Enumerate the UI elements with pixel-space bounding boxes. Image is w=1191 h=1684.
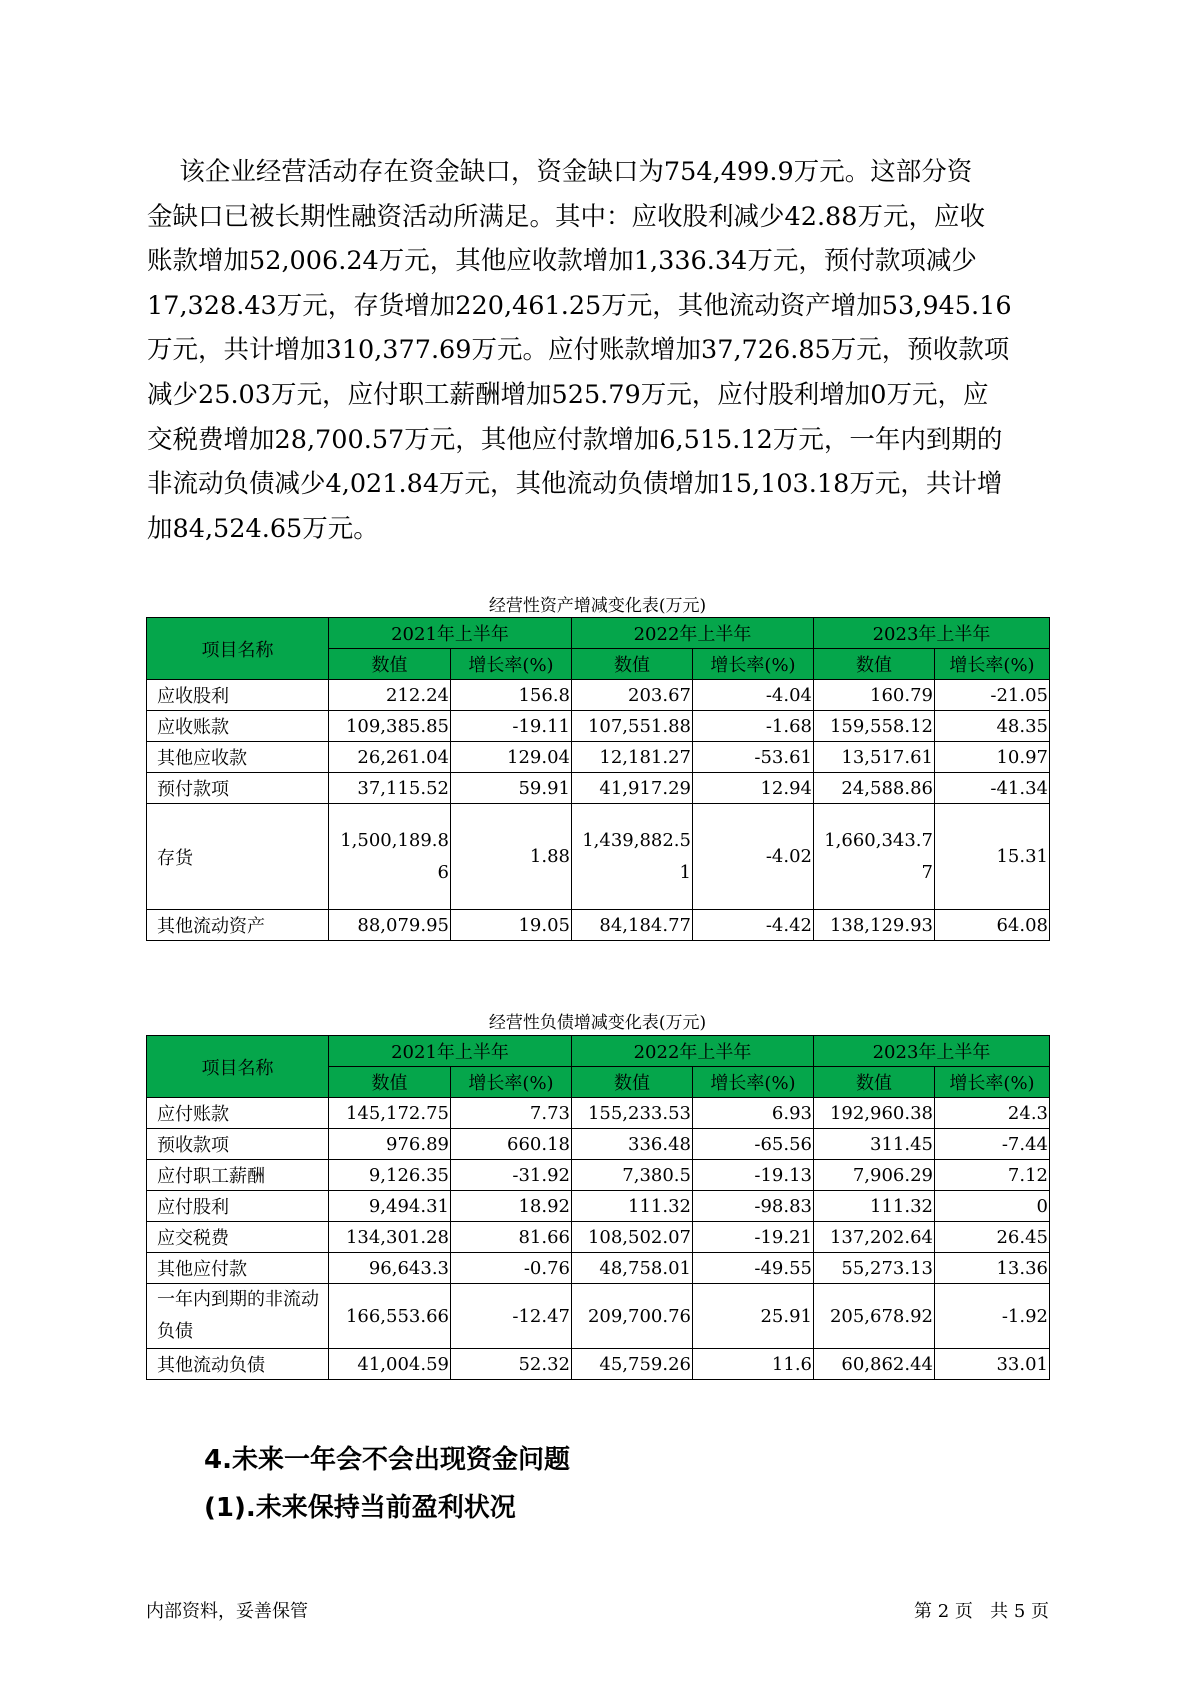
row-label: 其他流动资产: [147, 910, 329, 941]
paragraph-line: 减少25.03万元，应付职工薪酬增加525.79万元，应付股利增加0万元，应: [147, 379, 989, 410]
cell-value: 1,439,882.51: [572, 804, 693, 910]
page-number: 第 2 页 共 5 页: [914, 1601, 1049, 1622]
header-value: 数值: [572, 649, 693, 680]
cell-value: 311.45: [814, 1129, 935, 1160]
cell-value: 60,862.44: [814, 1349, 935, 1380]
cell-rate: 15.31: [935, 804, 1050, 910]
cell-rate: 11.6: [693, 1349, 814, 1380]
table-row: [147, 1349, 1050, 1380]
header-period: 2022年上半年: [572, 618, 814, 649]
cell-rate: 12.94: [693, 773, 814, 804]
header-rate: 增长率(%): [693, 649, 814, 680]
row-label: 应交税费: [147, 1222, 329, 1253]
cell-rate: 0: [935, 1191, 1050, 1222]
paragraph-line: 金缺口已被长期性融资活动所满足。其中：应收股利减少42.88万元，应收: [147, 201, 986, 232]
cell-rate: 26.45: [935, 1222, 1050, 1253]
cell-rate: -12.47: [451, 1284, 572, 1349]
cell-value: 138,129.93: [814, 910, 935, 941]
cell-rate: -53.61: [693, 742, 814, 773]
cell-rate: -21.05: [935, 680, 1050, 711]
row-label: 预收款项: [147, 1129, 329, 1160]
cell-rate: 18.92: [451, 1191, 572, 1222]
liabilities-table: [146, 1035, 1050, 1380]
table-row: [147, 1160, 1050, 1191]
cell-rate: -41.34: [935, 773, 1050, 804]
cell-value: 88,079.95: [329, 910, 451, 941]
cell-value: 205,678.92: [814, 1284, 935, 1349]
header-rate: 增长率(%): [693, 1067, 814, 1098]
cell-rate: 19.05: [451, 910, 572, 941]
cell-value: 134,301.28: [329, 1222, 451, 1253]
cell-value: 1,660,343.77: [814, 804, 935, 910]
cell-value: 976.89: [329, 1129, 451, 1160]
cell-rate: 660.18: [451, 1129, 572, 1160]
cell-value: 7,906.29: [814, 1160, 935, 1191]
row-label: 应收账款: [147, 711, 329, 742]
cell-value: 7,380.5: [572, 1160, 693, 1191]
row-label: 应付职工薪酬: [147, 1160, 329, 1191]
table-row: [147, 711, 1050, 742]
cell-rate: 156.8: [451, 680, 572, 711]
cell-value: 160.79: [814, 680, 935, 711]
assets-table-caption: 经营性资产增减变化表(万元): [488, 596, 707, 616]
table-row: [147, 1191, 1050, 1222]
cell-value: 9,494.31: [329, 1191, 451, 1222]
cell-value: 192,960.38: [814, 1098, 935, 1129]
cell-rate: 52.32: [451, 1349, 572, 1380]
cell-rate: -0.76: [451, 1253, 572, 1284]
paragraph-line: 非流动负债减少4,021.84万元，其他流动负债增加15,103.18万元，共计增: [147, 469, 1003, 500]
row-label: 存货: [147, 804, 329, 910]
section-heading: 4.未来一年会不会出现资金问题: [204, 1445, 570, 1475]
cell-rate: 7.73: [451, 1098, 572, 1129]
header-period: 2023年上半年: [814, 618, 1050, 649]
cell-value: 41,917.29: [572, 773, 693, 804]
table-row: [147, 1098, 1050, 1129]
cell-value: 84,184.77: [572, 910, 693, 941]
header-value: 数值: [329, 649, 451, 680]
header-period: 2022年上半年: [572, 1036, 814, 1067]
table-row: [147, 910, 1050, 941]
table-row: [147, 1284, 1050, 1349]
cell-rate: -4.42: [693, 910, 814, 941]
cell-rate: -19.11: [451, 711, 572, 742]
cell-value: 145,172.75: [329, 1098, 451, 1129]
cell-value: 96,643.3: [329, 1253, 451, 1284]
paragraph-line: 万元，共计增加310,377.69万元。应付账款增加37,726.85万元，预收款项: [147, 335, 1010, 366]
cell-rate: 7.12: [935, 1160, 1050, 1191]
cell-value: 166,553.66: [329, 1284, 451, 1349]
cell-value: 1,500,189.86: [329, 804, 451, 910]
header-value: 数值: [329, 1067, 451, 1098]
paragraph-line: 该企业经营活动存在资金缺口，资金缺口为754,499.9万元。这部分资: [147, 157, 973, 187]
row-label: 其他应付款: [147, 1253, 329, 1284]
cell-value: 37,115.52: [329, 773, 451, 804]
cell-rate: -19.13: [693, 1160, 814, 1191]
subsection-heading: (1).未来保持当前盈利状况: [204, 1493, 516, 1523]
cell-rate: -49.55: [693, 1253, 814, 1284]
cell-value: 41,004.59: [329, 1349, 451, 1380]
row-label: 其他应收款: [147, 742, 329, 773]
table-row: [147, 1129, 1050, 1160]
cell-rate: -31.92: [451, 1160, 572, 1191]
cell-value: 13,517.61: [814, 742, 935, 773]
row-label: 预付款项: [147, 773, 329, 804]
cell-rate: -19.21: [693, 1222, 814, 1253]
header-value: 数值: [814, 649, 935, 680]
cell-rate: -1.92: [935, 1284, 1050, 1349]
cell-rate: -7.44: [935, 1129, 1050, 1160]
cell-value: 45,759.26: [572, 1349, 693, 1380]
cell-rate: 48.35: [935, 711, 1050, 742]
header-value: 数值: [814, 1067, 935, 1098]
liabilities-table-caption: 经营性负债增减变化表(万元): [488, 1013, 707, 1033]
cell-rate: -4.04: [693, 680, 814, 711]
cell-value: 137,202.64: [814, 1222, 935, 1253]
row-label: 一年内到期的非流动负债: [147, 1284, 329, 1349]
cell-rate: 13.36: [935, 1253, 1050, 1284]
paragraph-line: 加84,524.65万元。: [147, 513, 379, 544]
cell-value: 48,758.01: [572, 1253, 693, 1284]
row-label: 应付股利: [147, 1191, 329, 1222]
header-rate: 增长率(%): [935, 1067, 1050, 1098]
cell-rate: -65.56: [693, 1129, 814, 1160]
paragraph-line: 账款增加52,006.24万元，其他应收款增加1,336.34万元，预付款项减少: [147, 246, 977, 277]
table-row: [147, 1222, 1050, 1253]
summary-paragraph: [147, 150, 1047, 551]
cell-value: 109,385.85: [329, 711, 451, 742]
cell-rate: 33.01: [935, 1349, 1050, 1380]
table-row: [147, 804, 1050, 910]
cell-value: 209,700.76: [572, 1284, 693, 1349]
cell-value: 12,181.27: [572, 742, 693, 773]
cell-value: 111.32: [572, 1191, 693, 1222]
cell-value: 24,588.86: [814, 773, 935, 804]
cell-value: 155,233.53: [572, 1098, 693, 1129]
header-rate: 增长率(%): [935, 649, 1050, 680]
cell-rate: 24.3: [935, 1098, 1050, 1129]
cell-value: 111.32: [814, 1191, 935, 1222]
header-period: 2021年上半年: [329, 1036, 572, 1067]
paragraph-line: 交税费增加28,700.57万元，其他应付款增加6,515.12万元，一年内到期的: [147, 424, 1003, 455]
cell-rate: -98.83: [693, 1191, 814, 1222]
assets-table: [146, 617, 1050, 941]
cell-value: 336.48: [572, 1129, 693, 1160]
header-rate: 增长率(%): [451, 649, 572, 680]
cell-rate: 6.93: [693, 1098, 814, 1129]
cell-rate: 10.97: [935, 742, 1050, 773]
cell-rate: 81.66: [451, 1222, 572, 1253]
cell-value: 159,558.12: [814, 711, 935, 742]
cell-rate: -1.68: [693, 711, 814, 742]
cell-rate: 64.08: [935, 910, 1050, 941]
cell-value: 55,273.13: [814, 1253, 935, 1284]
row-label: 其他流动负债: [147, 1349, 329, 1380]
header-rate: 增长率(%): [451, 1067, 572, 1098]
table-row: [147, 680, 1050, 711]
row-label: 应付账款: [147, 1098, 329, 1129]
cell-rate: -4.02: [693, 804, 814, 910]
row-label: 应收股利: [147, 680, 329, 711]
header-value: 数值: [572, 1067, 693, 1098]
footer-note: 内部资料，妥善保管: [146, 1601, 308, 1622]
header-period: 2023年上半年: [814, 1036, 1050, 1067]
header-period: 2021年上半年: [329, 618, 572, 649]
cell-rate: 1.88: [451, 804, 572, 910]
cell-value: 212.24: [329, 680, 451, 711]
cell-rate: 25.91: [693, 1284, 814, 1349]
cell-value: 203.67: [572, 680, 693, 711]
table-row: [147, 773, 1050, 804]
paragraph-line: 17,328.43万元，存货增加220,461.25万元，其他流动资产增加53,945.16: [147, 290, 1012, 321]
cell-value: 108,502.07: [572, 1222, 693, 1253]
header-item-name: 项目名称: [147, 618, 329, 680]
cell-value: 107,551.88: [572, 711, 693, 742]
cell-rate: 59.91: [451, 773, 572, 804]
table-row: [147, 742, 1050, 773]
header-item-name: 项目名称: [147, 1036, 329, 1098]
cell-value: 26,261.04: [329, 742, 451, 773]
cell-rate: 129.04: [451, 742, 572, 773]
table-row: [147, 1253, 1050, 1284]
cell-value: 9,126.35: [329, 1160, 451, 1191]
